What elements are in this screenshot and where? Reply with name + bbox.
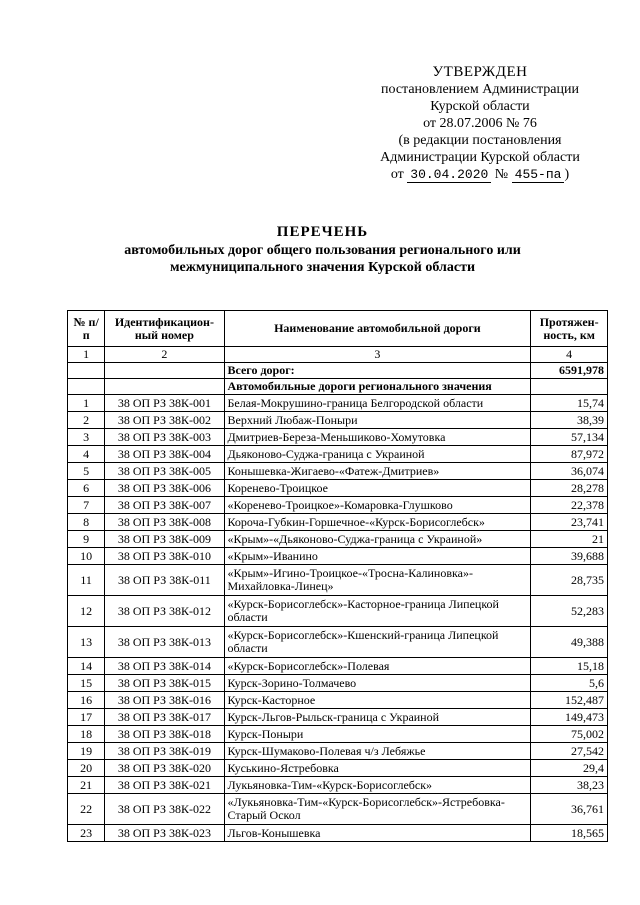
document-heading xyxy=(60,224,585,276)
road-length: 28,735 xyxy=(531,565,608,596)
row-number: 10 xyxy=(68,548,105,565)
road-identifier: 38 ОП РЗ 38К-023 xyxy=(105,825,224,842)
table-row xyxy=(68,726,608,743)
row-number: 18 xyxy=(68,726,105,743)
approval-title: УТВЕРЖДЕН xyxy=(432,64,528,80)
header-length: Протяжен-ность, км xyxy=(531,311,608,347)
road-name: Куськино-Ястребовка xyxy=(224,760,531,777)
table-row xyxy=(68,429,608,446)
road-length: 49,388 xyxy=(531,627,608,658)
road-length: 36,761 xyxy=(531,794,608,825)
road-length: 18,565 xyxy=(531,825,608,842)
table-row xyxy=(68,480,608,497)
table-row xyxy=(68,825,608,842)
revision-number-label: № xyxy=(494,167,509,182)
empty-cell xyxy=(68,363,105,379)
table-row xyxy=(68,412,608,429)
revision-signature-line xyxy=(330,166,630,183)
revision-number: 455-па xyxy=(512,167,565,183)
header-identifier: Идентификацион-ный номер xyxy=(105,311,224,347)
document-title: ПЕРЕЧЕНЬ xyxy=(276,224,369,240)
approval-line-1: постановлением Администрации xyxy=(381,82,579,97)
road-length: 27,542 xyxy=(531,743,608,760)
row-number: 17 xyxy=(68,709,105,726)
row-number: 11 xyxy=(68,565,105,596)
road-length: 21 xyxy=(531,531,608,548)
road-length: 36,074 xyxy=(531,463,608,480)
road-length: 15,74 xyxy=(531,395,608,412)
row-number: 21 xyxy=(68,777,105,794)
empty-cell xyxy=(105,379,224,395)
row-number: 5 xyxy=(68,463,105,480)
table-row xyxy=(68,794,608,825)
road-identifier: 38 ОП РЗ 38К-005 xyxy=(105,463,224,480)
table-header-row xyxy=(68,311,608,347)
road-identifier: 38 ОП РЗ 38К-018 xyxy=(105,726,224,743)
total-value: 6591,978 xyxy=(531,363,608,379)
road-identifier: 38 ОП РЗ 38К-010 xyxy=(105,548,224,565)
road-length: 87,972 xyxy=(531,446,608,463)
row-number: 20 xyxy=(68,760,105,777)
road-identifier: 38 ОП РЗ 38К-004 xyxy=(105,446,224,463)
row-number: 12 xyxy=(68,596,105,627)
empty-cell xyxy=(105,363,224,379)
road-length: 15,18 xyxy=(531,658,608,675)
table-row xyxy=(68,497,608,514)
road-identifier: 38 ОП РЗ 38К-007 xyxy=(105,497,224,514)
road-length: 152,487 xyxy=(531,692,608,709)
road-name: Курск-Зорино-Толмачево xyxy=(224,675,531,692)
row-number: 3 xyxy=(68,429,105,446)
road-name: «Курск-Борисоглебск»-Полевая xyxy=(224,658,531,675)
road-identifier: 38 ОП РЗ 38К-013 xyxy=(105,627,224,658)
header-road-name: Наименование автомобильной дороги xyxy=(224,311,531,347)
table-row xyxy=(68,531,608,548)
revision-suffix: ) xyxy=(564,167,570,182)
table-row xyxy=(68,743,608,760)
road-name: Дмитриев-Береза-Меньшиково-Хомутовка xyxy=(224,429,531,446)
row-number: 8 xyxy=(68,514,105,531)
revision-prefix: от xyxy=(390,167,404,182)
road-name: «Курск-Борисоглебск»-Кшенский-граница Липецкой области xyxy=(224,627,531,658)
road-name: Лукьяновка-Тим-«Курск-Борисоглебск» xyxy=(224,777,531,794)
table-row xyxy=(68,395,608,412)
column-index-row xyxy=(68,347,608,363)
road-identifier: 38 ОП РЗ 38К-008 xyxy=(105,514,224,531)
road-name: Белая-Мокрушино-граница Белгородской области xyxy=(224,395,531,412)
row-number: 15 xyxy=(68,675,105,692)
approval-line-2: Курской области xyxy=(430,99,530,114)
table-row xyxy=(68,760,608,777)
road-identifier: 38 ОП РЗ 38К-012 xyxy=(105,596,224,627)
road-length: 38,23 xyxy=(531,777,608,794)
approval-line-3: от 28.07.2006 № 76 xyxy=(423,116,537,131)
road-identifier: 38 ОП РЗ 38К-001 xyxy=(105,395,224,412)
section-row xyxy=(68,379,608,395)
road-length: 28,278 xyxy=(531,480,608,497)
table-row xyxy=(68,463,608,480)
road-name: Верхний Любаж-Поныри xyxy=(224,412,531,429)
road-identifier: 38 ОП РЗ 38К-019 xyxy=(105,743,224,760)
row-number: 2 xyxy=(68,412,105,429)
road-name: Льгов-Конышевка xyxy=(224,825,531,842)
road-name: Конышевка-Жигаево-«Фатеж-Дмитриев» xyxy=(224,463,531,480)
approval-line-5: Администрации Курской области xyxy=(380,150,580,165)
road-identifier: 38 ОП РЗ 38К-006 xyxy=(105,480,224,497)
table-row xyxy=(68,548,608,565)
table-row xyxy=(68,565,608,596)
approval-block xyxy=(330,64,630,183)
road-identifier: 38 ОП РЗ 38К-020 xyxy=(105,760,224,777)
table-row xyxy=(68,692,608,709)
empty-cell xyxy=(68,379,105,395)
road-name: «Крым»-«Дьяконово-Суджа-граница с Украиной» xyxy=(224,531,531,548)
road-length: 22,378 xyxy=(531,497,608,514)
table-row xyxy=(68,446,608,463)
total-label: Всего дорог: xyxy=(224,363,531,379)
roads-table xyxy=(67,310,608,842)
document-subtitle-line-2: межмуниципального значения Курской области xyxy=(169,260,476,275)
total-row xyxy=(68,363,608,379)
road-length: 149,473 xyxy=(531,709,608,726)
road-name: Курск-Льгов-Рыльск-граница с Украиной xyxy=(224,709,531,726)
road-identifier: 38 ОП РЗ 38К-022 xyxy=(105,794,224,825)
road-name: Курск-Касторное xyxy=(224,692,531,709)
road-length: 5,6 xyxy=(531,675,608,692)
road-name: Курск-Шумаково-Полевая ч/з Лебяжье xyxy=(224,743,531,760)
table-row xyxy=(68,514,608,531)
table-row xyxy=(68,627,608,658)
road-identifier: 38 ОП РЗ 38К-015 xyxy=(105,675,224,692)
row-number: 7 xyxy=(68,497,105,514)
column-index: 2 xyxy=(105,347,224,363)
road-identifier: 38 ОП РЗ 38К-002 xyxy=(105,412,224,429)
road-name: Дьяконово-Суджа-граница с Украиной xyxy=(224,446,531,463)
table-row xyxy=(68,596,608,627)
row-number: 22 xyxy=(68,794,105,825)
road-name: «Коренево-Троицкое»-Комаровка-Глушково xyxy=(224,497,531,514)
document-subtitle-line-1: автомобильных дорог общего пользования регионального или xyxy=(124,243,521,258)
road-length: 52,283 xyxy=(531,596,608,627)
road-name: Курск-Поныри xyxy=(224,726,531,743)
road-length: 23,741 xyxy=(531,514,608,531)
table-row xyxy=(68,658,608,675)
road-name: «Лукьяновка-Тим-«Курск-Борисоглебск»-Ястребовка-Старый Оскол xyxy=(224,794,531,825)
road-name: Короча-Губкин-Горшечное-«Курск-Борисоглебск» xyxy=(224,514,531,531)
road-length: 75,002 xyxy=(531,726,608,743)
table-row xyxy=(68,777,608,794)
table-row xyxy=(68,675,608,692)
row-number: 19 xyxy=(68,743,105,760)
revision-date: 30.04.2020 xyxy=(407,167,491,183)
row-number: 14 xyxy=(68,658,105,675)
row-number: 13 xyxy=(68,627,105,658)
row-number: 23 xyxy=(68,825,105,842)
road-name: «Крым»-Иванино xyxy=(224,548,531,565)
row-number: 4 xyxy=(68,446,105,463)
road-name: «Курск-Борисоглебск»-Касторное-граница Липецкой области xyxy=(224,596,531,627)
table-row xyxy=(68,709,608,726)
road-name: «Крым»-Игино-Троицкое-«Тросна-Калиновка»-Михайловка-Линец» xyxy=(224,565,531,596)
row-number: 6 xyxy=(68,480,105,497)
road-identifier: 38 ОП РЗ 38К-003 xyxy=(105,429,224,446)
road-name: Коренево-Троицкое xyxy=(224,480,531,497)
header-number: № п/п xyxy=(68,311,105,347)
road-identifier: 38 ОП РЗ 38К-016 xyxy=(105,692,224,709)
empty-cell xyxy=(531,379,608,395)
row-number: 16 xyxy=(68,692,105,709)
approval-line-4: (в редакции постановления xyxy=(398,133,562,148)
column-index: 4 xyxy=(531,347,608,363)
column-index: 3 xyxy=(224,347,531,363)
road-length: 38,39 xyxy=(531,412,608,429)
road-identifier: 38 ОП РЗ 38К-011 xyxy=(105,565,224,596)
road-length: 29,4 xyxy=(531,760,608,777)
row-number: 9 xyxy=(68,531,105,548)
road-length: 57,134 xyxy=(531,429,608,446)
road-identifier: 38 ОП РЗ 38К-014 xyxy=(105,658,224,675)
row-number: 1 xyxy=(68,395,105,412)
section-label: Автомобильные дороги регионального значения xyxy=(224,379,531,395)
road-identifier: 38 ОП РЗ 38К-021 xyxy=(105,777,224,794)
column-index: 1 xyxy=(68,347,105,363)
road-identifier: 38 ОП РЗ 38К-017 xyxy=(105,709,224,726)
road-length: 39,688 xyxy=(531,548,608,565)
road-identifier: 38 ОП РЗ 38К-009 xyxy=(105,531,224,548)
